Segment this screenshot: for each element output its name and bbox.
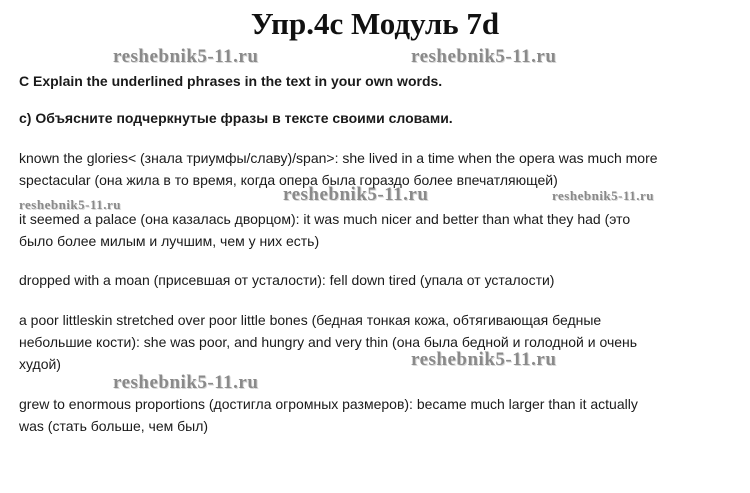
answer-item [19,393,739,437]
answer-line: dropped with a moan (присевшая от усталости): fell down tired (упала от усталости) [19,272,555,288]
answer-line: known the glories< (знала триумфы/славу)/span>: she lived in a time when the opera was much more [19,150,658,166]
answer-item [19,269,739,291]
watermark: reshebnik5-11.ru [552,188,655,203]
watermark: reshebnik5-11.ru [411,349,557,370]
answer-line: grew to enormous proportions (достигла огромных размеров): became much larger than it actually [19,396,638,412]
watermark: reshebnik5-11.ru [113,372,259,393]
answer-item [19,208,739,252]
watermark: reshebnik5-11.ru [283,184,429,205]
answer-line: was (стать больше, чем был) [19,418,209,434]
answer-line: худой) [19,356,61,372]
answer-line: небольшие кости): she was poor, and hungry and very thin (она была бедной и голодной и очень [19,334,638,350]
page-title: Упр.4с Модуль 7d [250,6,500,41]
answer-item [19,309,739,375]
answer-line: spectacular (она жила в то время, когда опера была гораздо более впечатляющей) [19,172,558,188]
answer-item [19,147,739,191]
answer-line: it seemed a palace (она казалась дворцом): it was much nicer and better than what they had (это [19,211,631,227]
answer-line: a poor littleskin stretched over poor little bones (бедная тонкая кожа, обтягивающая бедные [19,312,602,328]
watermark: reshebnik5-11.ru [19,197,122,212]
instruction-russian: с) Объясните подчеркнутые фразы в тексте своими словами. [19,110,453,126]
answer-line: было более милым и лучшим, чем у них есть) [19,233,320,249]
watermark: reshebnik5-11.ru [113,46,259,67]
instruction-english: C Explain the underlined phrases in the text in your own words. [19,73,443,89]
watermark: reshebnik5-11.ru [411,46,557,67]
